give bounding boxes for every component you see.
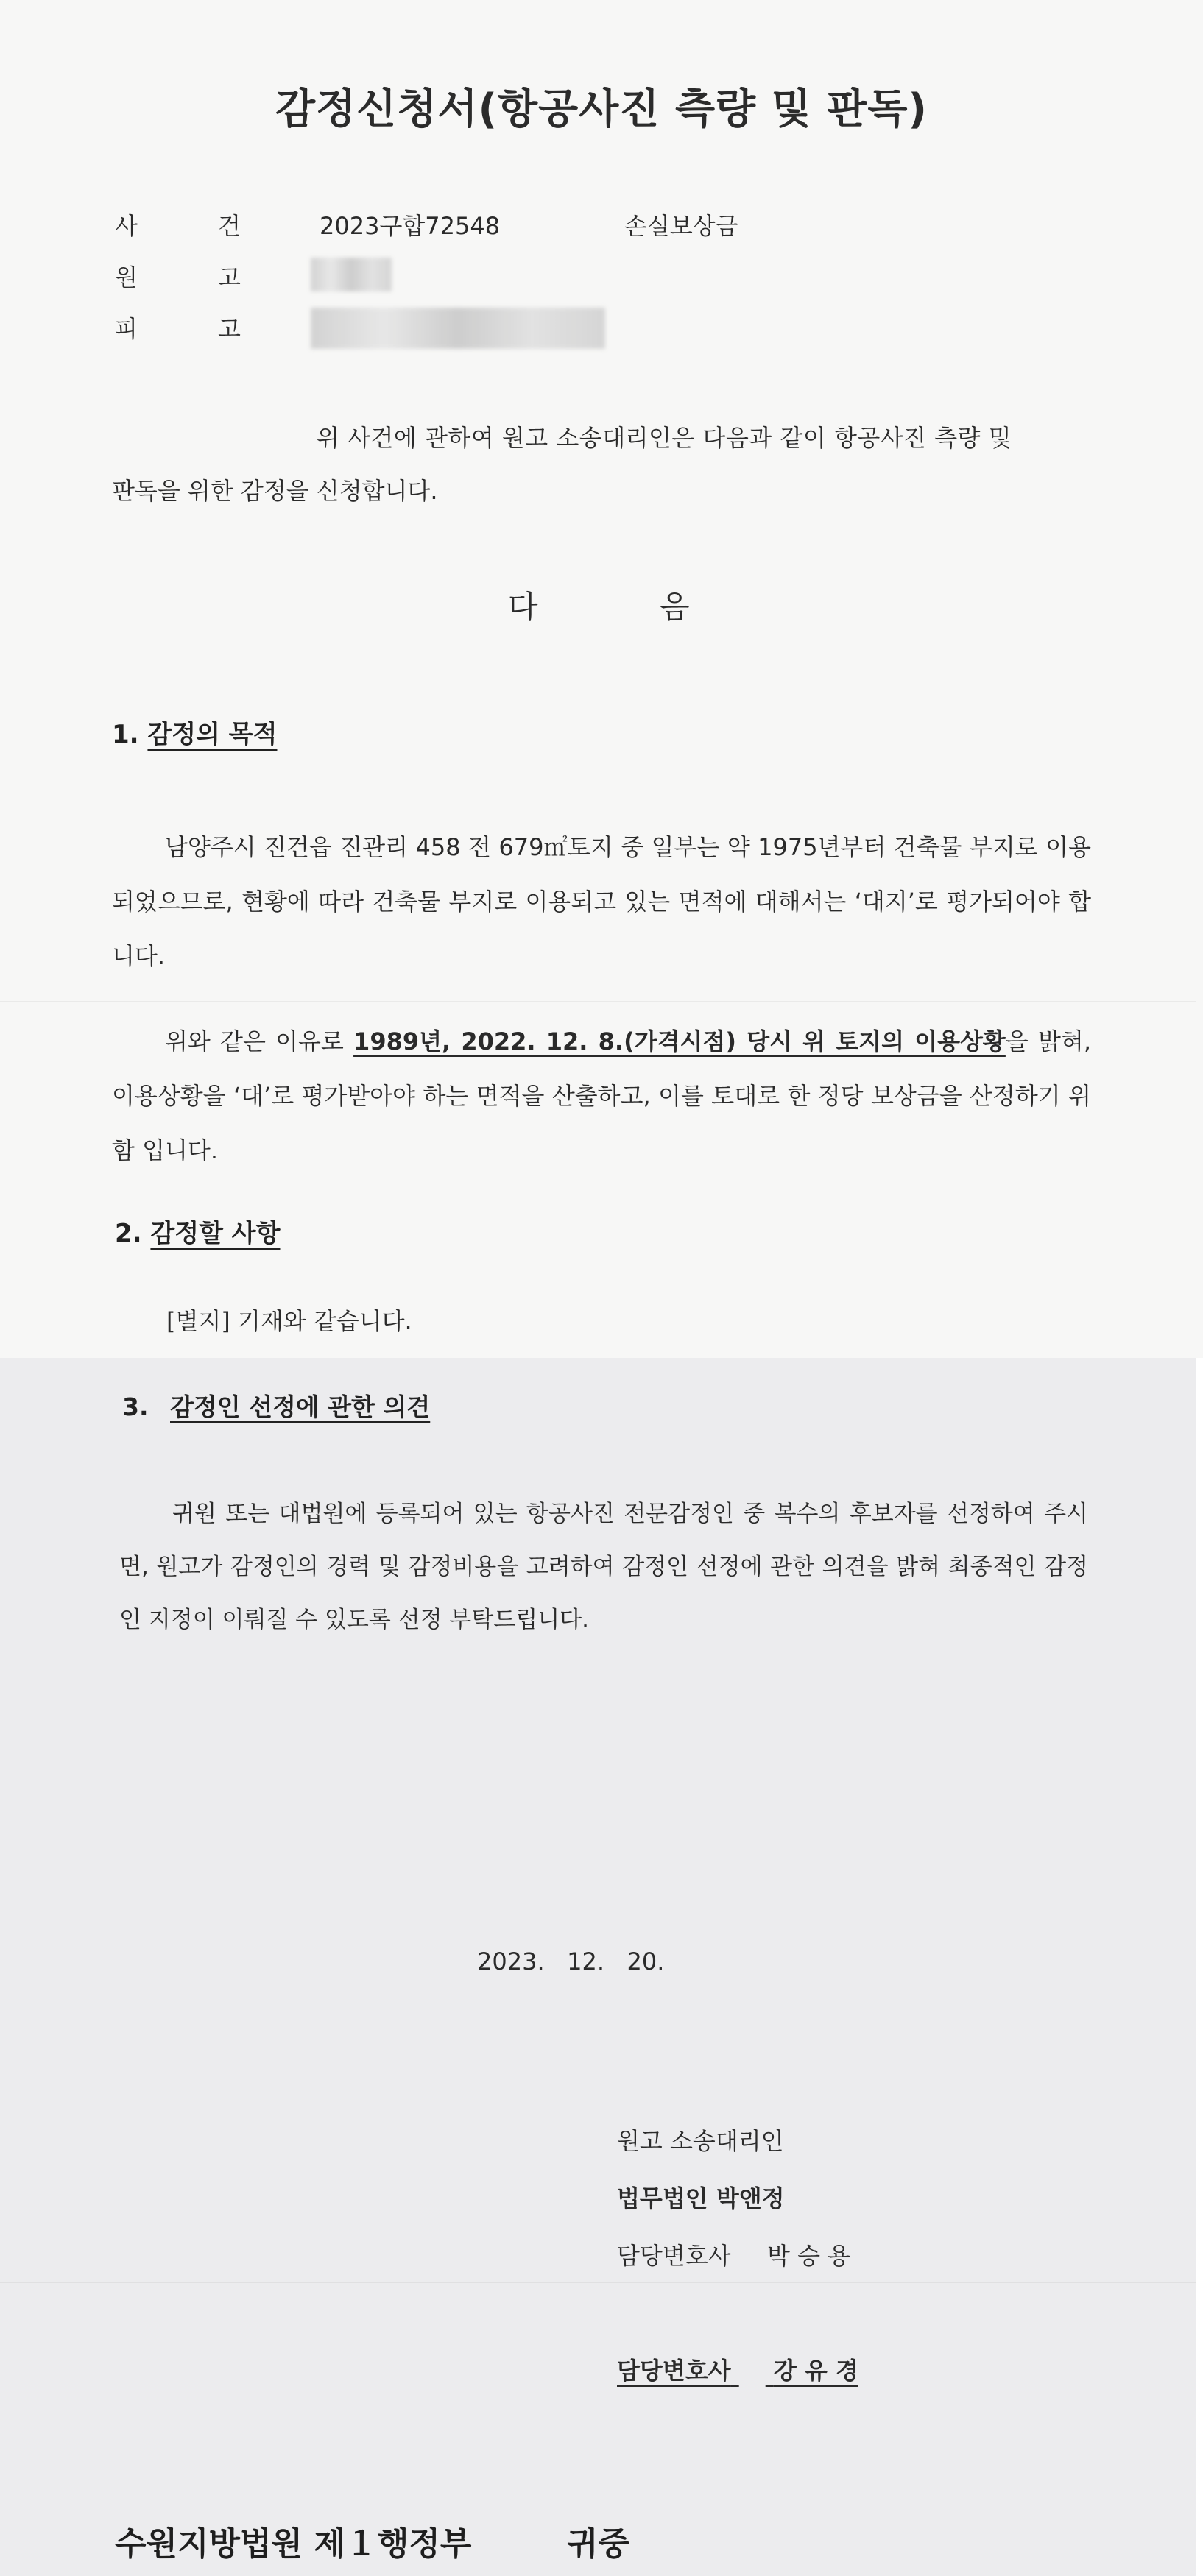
section-1-title: 감정의 목적	[147, 720, 278, 749]
section-3-title: 감정인 선정에 관한 의견	[170, 1393, 431, 1421]
section-1-p2-post: 을 밝혀, 이용상황을 ‘대’로 평가받아야 하는 면적을 산출하고, 이를 토대로 한 정당 보상금을 산정하기 위함 입니다.	[112, 1027, 1091, 1164]
defendant-label-a: 피	[115, 315, 138, 343]
lawyer-2-line	[617, 2352, 858, 2386]
fold-line	[0, 1001, 1196, 1002]
section-3-body: 귀원 또는 대법원에 등록되어 있는 항공사진 전문감정인 중 복수의 후보자를 선정하여 주시면, 원고가 감정인의 경력 및 감정비용을 고려하여 감정인 선정에 관한 의견을 밝혀 최종적인 감정인 지정이 이뤄질 수 있도록 선정 부탁드립니다.	[119, 1501, 1088, 1633]
intro-line-1: 위 사건에 관하여 원고 소송대리인은 다음과 같이 항공사진 측량 및	[317, 424, 1012, 452]
section-2-heading	[115, 1213, 280, 1249]
lawyer-1-title: 담당변호사	[617, 2242, 731, 2270]
section-1-paragraph-2	[112, 1014, 1091, 1178]
case-label-b: 건	[218, 212, 241, 240]
court-suffix: 귀중	[567, 2525, 630, 2563]
scan-edge-strip	[1196, 1358, 1203, 2576]
case-label-a: 사	[115, 212, 138, 240]
section-3-number: 3.	[122, 1393, 149, 1421]
lawyer-1-name: 박 승 용	[767, 2242, 851, 2270]
document-date: 2023. 12. 20.	[477, 1947, 665, 1975]
lawyer-2-title: 담당변호사	[617, 2357, 731, 2385]
section-1-p2-highlight: 1989년, 2022. 12. 8.(가격시점) 당시 위 토지의 이용상황	[353, 1027, 1006, 1055]
next-heading-right: 음	[660, 589, 690, 625]
defendant-label-b: 고	[218, 315, 241, 343]
section-2-title: 감정할 사항	[150, 1219, 281, 1248]
signature-firm: 법무법인 박앤정	[617, 2184, 785, 2212]
section-1-heading	[112, 714, 277, 750]
court-name: 수원지방법원 제１행정부	[115, 2525, 472, 2563]
plaintiff-label-a: 원	[115, 263, 138, 291]
intro-line-2: 판독을 위한 감정을 신청합니다.	[112, 477, 438, 505]
lawyer-2-name: 강 유 경	[773, 2357, 858, 2385]
document-title: 감정신청서(항공사진 측량 및 판독)	[275, 85, 928, 133]
case-number: 2023구합72548	[320, 212, 501, 240]
section-3-heading	[122, 1388, 430, 1423]
section-2-body: [별지] 기재와 같습니다.	[166, 1307, 412, 1335]
fold-line	[0, 2282, 1196, 2283]
signature-role: 원고 소송대리인	[617, 2127, 784, 2155]
next-heading-left: 다	[508, 589, 538, 625]
section-1-number: 1.	[112, 720, 139, 749]
case-name: 손실보상금	[624, 212, 738, 240]
plaintiff-label-b: 고	[218, 263, 241, 291]
section-1-p2-pre: 위와 같은 이유로	[165, 1027, 354, 1055]
plaintiff-redacted	[311, 258, 392, 291]
section-1-paragraph-1: 남양주시 진건읍 진관리 458 전 679㎡토지 중 일부는 약 1975년부터 건축물 부지로 이용되었으므로, 현황에 따라 건축물 부지로 이용되고 있는 면적에 대해서는 ‘대지’로 평가되어야 합니다.	[112, 833, 1091, 970]
section-2-number: 2.	[115, 1219, 142, 1248]
defendant-redacted	[311, 308, 605, 349]
